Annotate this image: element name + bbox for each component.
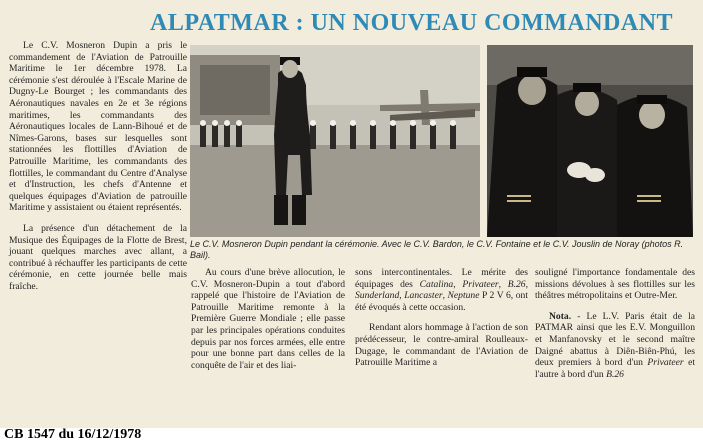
column-1 xyxy=(9,40,187,301)
nota-b26: B.26 xyxy=(606,368,624,380)
aircraft-neptune: Neptune xyxy=(447,290,480,302)
col3-text-a: sons intercontinentales. Le mérite des équipages des xyxy=(355,267,528,290)
col4-paragraph-1: souligné l'importance fondamentale des missions dévolues à ses flottilles sur les théâtres métropolitains et Outre-Mer. xyxy=(535,267,695,302)
photo-officers-handshake xyxy=(487,45,693,237)
nota-privateer: Privateer xyxy=(647,357,684,369)
aircraft-b26: B.26 xyxy=(507,278,526,290)
column-4 xyxy=(535,267,695,389)
nota-text-b: et l'autre à bord d'un xyxy=(535,357,695,380)
col3-paragraph-1: sons intercontinentales. Le mérite des équipages des Catalina, Privateer, B.26, Sunderland, Lancaster, Neptune P 2 V 6, ont été évoqués à cette occasion. xyxy=(355,267,529,313)
aircraft-lancaster: Lancaster xyxy=(404,290,443,302)
nota-text-a: - Le L.V. Paris était de la PATMAR ainsi que les E.V. Monguillon et Manfanovsky et le second maître Daigné abattus à Diên-Biên-Phú, les deux premiers à bord d'un xyxy=(535,310,695,369)
photo-ceremony-tarmac xyxy=(190,45,480,237)
column-3 xyxy=(355,267,528,378)
aircraft-privateer: Privateer xyxy=(462,278,499,290)
col1-paragraph-2: La présence d'un détachement de la Musique des Équipages de la Flotte de Brest, jouant quelques marches avec allant, a contribué à réchauffer les participants de cette cérémonie, en cette journée belle mais fraîche. xyxy=(9,222,187,292)
aircraft-sunderland: Sunderland xyxy=(355,290,400,302)
col3-text-b: P 2 V 6, ont été évoqués à cette occasion. xyxy=(355,290,528,313)
aircraft-catalina: Catalina xyxy=(419,278,454,290)
col1-paragraph-1: Le C.V. Mosneron Dupin a pris le commandement de l'Aviation de Patrouille Maritime le 1er décembre 1978. La cérémonie s'est déroulée à l'Escale Marine de Dugny-Le Bourget ; les commandants des Aéronautiques navales en 2e et 3e régions maritimes, les commandants des Aéronautiques locales de Lann-Bihoué et de Nîmes-Garons, bases sur lesquelles sont stationnées les flottilles d'Aviation de Patrouille Maritime, les commandants des flottilles, le commandant du Centre d'Analyse et d'Instruction, les chefs d'Antenne et quelques équipages d'Aviation de patrouille Maritime y assistaient ou étaient représentés. xyxy=(9,40,187,214)
source-footer: CB 1547 du 16/12/1978 xyxy=(4,427,142,442)
photo-officers-handshake-image xyxy=(487,45,693,237)
article-title: ALPATMAR : UN NOUVEAU COMMANDANT xyxy=(150,10,674,36)
col4-nota xyxy=(535,311,695,381)
col2-paragraph-1: Au cours d'une brève allocution, le C.V. Mosneron-Dupin a tout d'abord rappelé que l'histoire de l'Aviation de Patrouille Maritime remonte à la Première Guerre Mondiale ; elle passe par les principales opérations conduites depuis par nos forces armées, elle entre pour une bonne part dans celles de la conquête de l'air et des liai- xyxy=(191,267,345,371)
column-2 xyxy=(191,267,345,380)
col3-paragraph-2: Rendant alors hommage à l'action de son prédécesseur, le contre-amiral Roulleaux-Dugage, le commandant de l'Aviation de Patrouille Maritime a xyxy=(355,322,528,369)
photo-ceremony-tarmac-image xyxy=(190,45,480,237)
photo-caption: Le C.V. Mosneron Dupin pendant la cérémonie. Avec le C.V. Bardon, le C.V. Fontaine et le C.V. Jouslin de Noray (photos R. Bail). xyxy=(190,239,684,260)
nota-label: Nota. xyxy=(549,310,572,322)
